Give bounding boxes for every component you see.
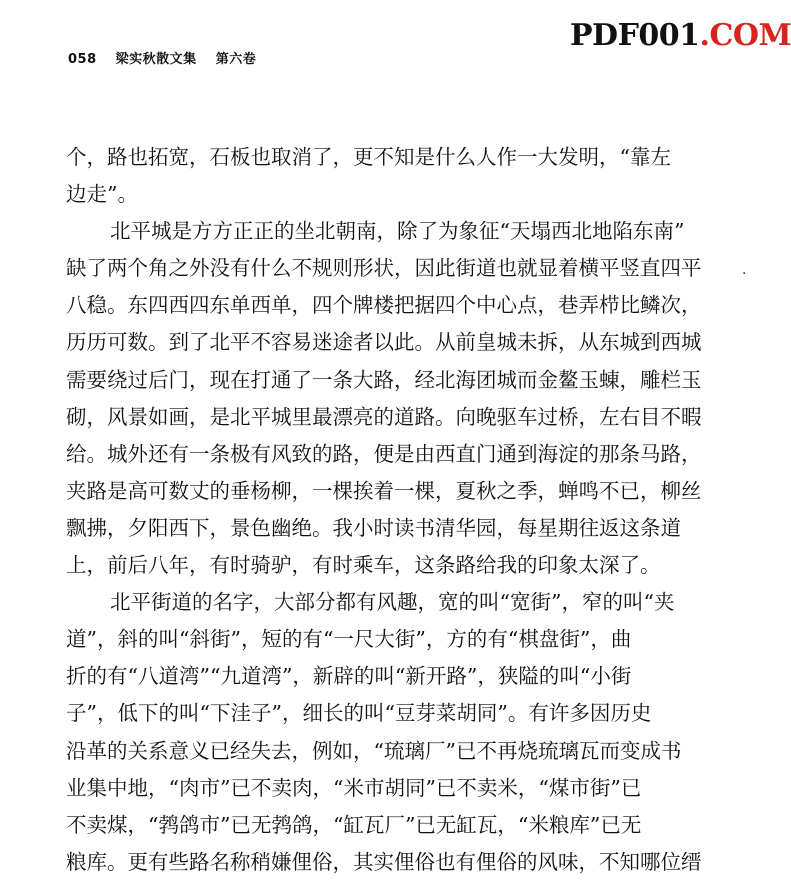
- watermark-text-main: PDF001: [570, 18, 700, 53]
- text-line: 八稳。东四西四东单西单，四个牌楼把据四个中心点，巷弄栉比鳞次，: [66, 287, 722, 324]
- text-line: 道”，斜的叫“斜街”，短的有“一尺大街”，方的有“棋盘街”，曲: [66, 621, 722, 658]
- text-line: 缺了两个角之外没有什么不规则形状，因此街道也就显着横平竖直四平: [66, 250, 722, 287]
- watermark-logo: [570, 18, 791, 53]
- text-line: 沿革的关系意义已经失去，例如，“琉璃厂”已不再烧琉璃瓦而变成书: [66, 733, 722, 770]
- text-line: 折的有“八道湾”“九道湾”，新辟的叫“新开路”，狭隘的叫“小街: [66, 658, 722, 695]
- book-title: 梁实秋散文集: [116, 52, 197, 67]
- running-header: [68, 48, 270, 67]
- text-line: 不卖煤，“鹁鸽市”已无鹁鸽，“缸瓦厂”已无缸瓦，“米粮库”已无: [66, 807, 722, 844]
- text-line: 飘拂，夕阳西下，景色幽绝。我小时读书清华园，每星期往返这条道: [66, 510, 722, 547]
- text-line: 子”，低下的叫“下洼子”，细长的叫“豆芽菜胡同”。有许多因历史: [66, 695, 722, 732]
- body-text: [66, 139, 722, 881]
- text-line: 夹路是高可数丈的垂杨柳，一棵挨着一棵，夏秋之季，蝉鸣不已，柳丝: [66, 473, 722, 510]
- margin-mark: ·: [742, 266, 746, 282]
- text-line: 业集中地，“肉市”已不卖肉，“米市胡同”已不卖米，“煤市街”已: [66, 770, 722, 807]
- text-line: 个，路也拓宽，石板也取消了，更不知是什么人作一大发明，“靠左: [66, 139, 722, 176]
- page-number: 058: [68, 52, 97, 67]
- text-line: 上，前后八年，有时骑驴，有时乘车，这条路给我的印象太深了。: [66, 547, 722, 584]
- volume-label: 第六卷: [216, 52, 257, 67]
- paragraph-first-line: 北平街道的名字，大部分都有风趣，宽的叫“宽街”，窄的叫“夹: [66, 584, 722, 621]
- text-line: 砌，风景如画，是北平城里最漂亮的道路。向晚驱车过桥，左右目不暇: [66, 399, 722, 436]
- text-line: 给。城外还有一条极有风致的路，便是由西直门通到海淀的那条马路，: [66, 436, 722, 473]
- text-line: 边走”。: [66, 176, 722, 213]
- text-line: 历历可数。到了北平不容易迷途者以此。从前皇城未拆，从东城到西城: [66, 324, 722, 361]
- text-line: 需要绕过后门，现在打通了一条大路，经北海团城而金鳌玉蝀，雕栏玉: [66, 362, 722, 399]
- paragraph-first-line: 北平城是方方正正的坐北朝南，除了为象征“天塌西北地陷东南”: [66, 213, 722, 250]
- text-line: 粮库。更有些路名称稍嫌俚俗，其实俚俗也有俚俗的风味，不知哪位缙: [66, 844, 722, 881]
- watermark-text-accent: .COM: [700, 18, 791, 53]
